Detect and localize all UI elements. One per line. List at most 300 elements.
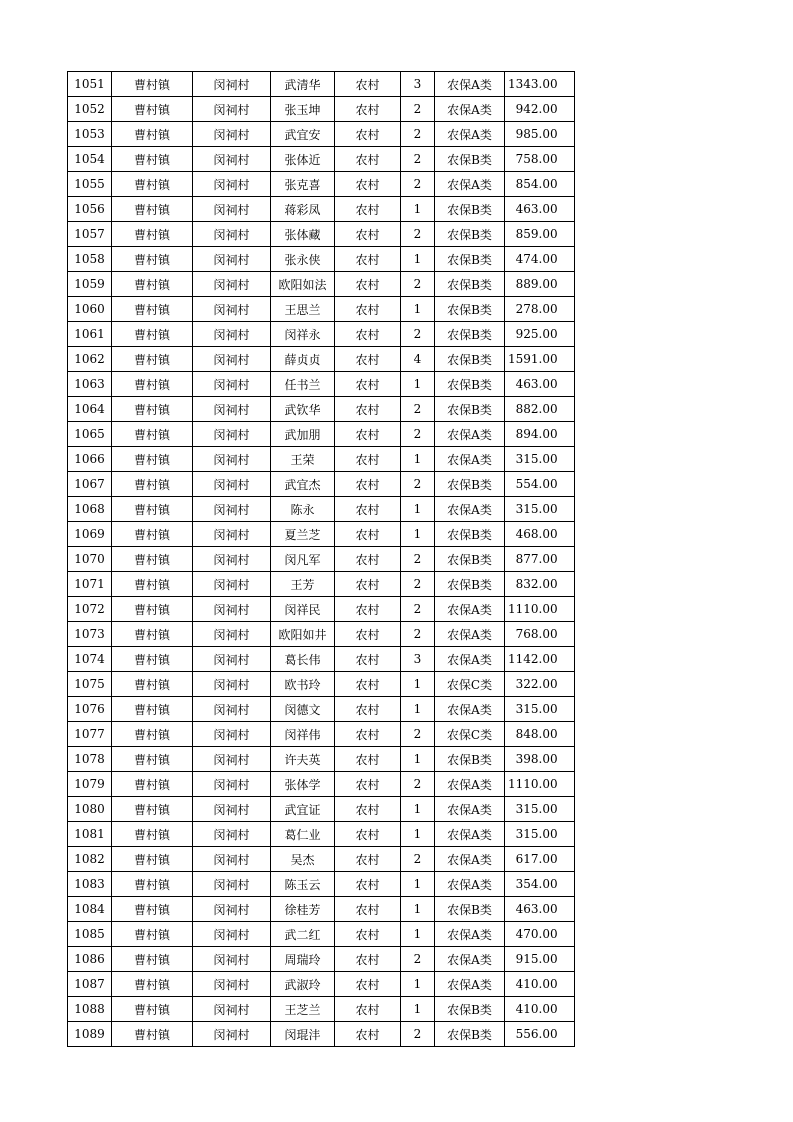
category-cell: 农保A类 — [435, 72, 505, 97]
category-cell: 农保B类 — [435, 372, 505, 397]
town-cell: 曹村镇 — [112, 622, 193, 647]
name-cell: 徐桂芳 — [271, 897, 335, 922]
table-row — [68, 722, 575, 747]
name-cell: 夏兰芝 — [271, 522, 335, 547]
town-cell: 曹村镇 — [112, 572, 193, 597]
table-row — [68, 272, 575, 297]
count-cell: 1 — [401, 197, 435, 222]
type-cell: 农村 — [335, 72, 401, 97]
count-cell: 2 — [401, 172, 435, 197]
table-row — [68, 597, 575, 622]
village-cell: 闵祠村 — [193, 422, 271, 447]
name-cell: 张体学 — [271, 772, 335, 797]
row-number: 1068 — [68, 497, 112, 522]
name-cell: 葛仁业 — [271, 822, 335, 847]
amount-cell: 315.00 — [505, 822, 575, 847]
amount-cell: 1142.00 — [505, 647, 575, 672]
count-cell: 2 — [401, 772, 435, 797]
row-number: 1058 — [68, 247, 112, 272]
town-cell: 曹村镇 — [112, 72, 193, 97]
name-cell: 陈永 — [271, 497, 335, 522]
type-cell: 农村 — [335, 622, 401, 647]
amount-cell: 768.00 — [505, 622, 575, 647]
town-cell: 曹村镇 — [112, 972, 193, 997]
amount-cell: 617.00 — [505, 847, 575, 872]
table-row — [68, 772, 575, 797]
row-number: 1054 — [68, 147, 112, 172]
name-cell: 任书兰 — [271, 372, 335, 397]
category-cell: 农保A类 — [435, 122, 505, 147]
amount-cell: 859.00 — [505, 222, 575, 247]
row-number: 1052 — [68, 97, 112, 122]
type-cell: 农村 — [335, 972, 401, 997]
category-cell: 农保B类 — [435, 572, 505, 597]
category-cell: 农保A类 — [435, 597, 505, 622]
name-cell: 闵琨沣 — [271, 1022, 335, 1047]
count-cell: 4 — [401, 347, 435, 372]
count-cell: 2 — [401, 272, 435, 297]
count-cell: 1 — [401, 872, 435, 897]
type-cell: 农村 — [335, 422, 401, 447]
name-cell: 武清华 — [271, 72, 335, 97]
category-cell: 农保A类 — [435, 772, 505, 797]
category-cell: 农保A类 — [435, 622, 505, 647]
category-cell: 农保A类 — [435, 947, 505, 972]
town-cell: 曹村镇 — [112, 922, 193, 947]
village-cell: 闵祠村 — [193, 922, 271, 947]
table-row — [68, 997, 575, 1022]
table-row — [68, 922, 575, 947]
town-cell: 曹村镇 — [112, 472, 193, 497]
count-cell: 2 — [401, 597, 435, 622]
category-cell: 农保A类 — [435, 647, 505, 672]
amount-cell: 877.00 — [505, 547, 575, 572]
type-cell: 农村 — [335, 947, 401, 972]
count-cell: 3 — [401, 647, 435, 672]
village-cell: 闵祠村 — [193, 1022, 271, 1047]
type-cell: 农村 — [335, 172, 401, 197]
table-row — [68, 822, 575, 847]
amount-cell: 556.00 — [505, 1022, 575, 1047]
table-row — [68, 497, 575, 522]
amount-cell: 354.00 — [505, 872, 575, 897]
town-cell: 曹村镇 — [112, 847, 193, 872]
count-cell: 3 — [401, 72, 435, 97]
village-cell: 闵祠村 — [193, 122, 271, 147]
name-cell: 张玉坤 — [271, 97, 335, 122]
type-cell: 农村 — [335, 372, 401, 397]
amount-cell: 1110.00 — [505, 772, 575, 797]
category-cell: 农保B类 — [435, 222, 505, 247]
table-row — [68, 622, 575, 647]
amount-cell: 848.00 — [505, 722, 575, 747]
village-cell: 闵祠村 — [193, 647, 271, 672]
table-row — [68, 147, 575, 172]
row-number: 1087 — [68, 972, 112, 997]
table-row — [68, 1022, 575, 1047]
amount-cell: 985.00 — [505, 122, 575, 147]
amount-cell: 882.00 — [505, 397, 575, 422]
name-cell: 武加朋 — [271, 422, 335, 447]
amount-cell: 398.00 — [505, 747, 575, 772]
amount-cell: 410.00 — [505, 972, 575, 997]
name-cell: 武宜杰 — [271, 472, 335, 497]
table-row — [68, 447, 575, 472]
village-cell: 闵祠村 — [193, 72, 271, 97]
name-cell: 欧阳如法 — [271, 272, 335, 297]
type-cell: 农村 — [335, 297, 401, 322]
category-cell: 农保B类 — [435, 347, 505, 372]
village-cell: 闵祠村 — [193, 822, 271, 847]
row-number: 1065 — [68, 422, 112, 447]
table-row — [68, 972, 575, 997]
name-cell: 葛长伟 — [271, 647, 335, 672]
table-row — [68, 297, 575, 322]
village-cell: 闵祠村 — [193, 972, 271, 997]
village-cell: 闵祠村 — [193, 547, 271, 572]
name-cell: 蒋彩凤 — [271, 197, 335, 222]
row-number: 1073 — [68, 622, 112, 647]
category-cell: 农保B类 — [435, 747, 505, 772]
table-row — [68, 872, 575, 897]
category-cell: 农保B类 — [435, 547, 505, 572]
town-cell: 曹村镇 — [112, 447, 193, 472]
name-cell: 武钦华 — [271, 397, 335, 422]
row-number: 1084 — [68, 897, 112, 922]
name-cell: 王芝兰 — [271, 997, 335, 1022]
amount-cell: 278.00 — [505, 297, 575, 322]
count-cell: 1 — [401, 372, 435, 397]
category-cell: 农保A类 — [435, 497, 505, 522]
amount-cell: 463.00 — [505, 897, 575, 922]
data-table — [67, 71, 575, 1047]
row-number: 1083 — [68, 872, 112, 897]
count-cell: 2 — [401, 122, 435, 147]
row-number: 1079 — [68, 772, 112, 797]
count-cell: 2 — [401, 397, 435, 422]
town-cell: 曹村镇 — [112, 222, 193, 247]
village-cell: 闵祠村 — [193, 597, 271, 622]
village-cell: 闵祠村 — [193, 772, 271, 797]
row-number: 1063 — [68, 372, 112, 397]
name-cell: 吴杰 — [271, 847, 335, 872]
town-cell: 曹村镇 — [112, 347, 193, 372]
type-cell: 农村 — [335, 822, 401, 847]
count-cell: 1 — [401, 297, 435, 322]
village-cell: 闵祠村 — [193, 747, 271, 772]
category-cell: 农保A类 — [435, 847, 505, 872]
type-cell: 农村 — [335, 672, 401, 697]
village-cell: 闵祠村 — [193, 472, 271, 497]
table-row — [68, 372, 575, 397]
village-cell: 闵祠村 — [193, 272, 271, 297]
type-cell: 农村 — [335, 147, 401, 172]
village-cell: 闵祠村 — [193, 572, 271, 597]
count-cell: 2 — [401, 222, 435, 247]
village-cell: 闵祠村 — [193, 697, 271, 722]
name-cell: 闵德文 — [271, 697, 335, 722]
category-cell: 农保A类 — [435, 97, 505, 122]
name-cell: 张克喜 — [271, 172, 335, 197]
row-number: 1066 — [68, 447, 112, 472]
row-number: 1060 — [68, 297, 112, 322]
name-cell: 欧书玲 — [271, 672, 335, 697]
row-number: 1057 — [68, 222, 112, 247]
town-cell: 曹村镇 — [112, 547, 193, 572]
village-cell: 闵祠村 — [193, 222, 271, 247]
name-cell: 许夫英 — [271, 747, 335, 772]
amount-cell: 832.00 — [505, 572, 575, 597]
town-cell: 曹村镇 — [112, 797, 193, 822]
town-cell: 曹村镇 — [112, 297, 193, 322]
table-row — [68, 672, 575, 697]
row-number: 1076 — [68, 697, 112, 722]
type-cell: 农村 — [335, 997, 401, 1022]
name-cell: 周瑞玲 — [271, 947, 335, 972]
category-cell: 农保A类 — [435, 872, 505, 897]
count-cell: 1 — [401, 497, 435, 522]
amount-cell: 315.00 — [505, 697, 575, 722]
table-row — [68, 797, 575, 822]
category-cell: 农保B类 — [435, 297, 505, 322]
row-number: 1081 — [68, 822, 112, 847]
town-cell: 曹村镇 — [112, 872, 193, 897]
type-cell: 农村 — [335, 322, 401, 347]
type-cell: 农村 — [335, 97, 401, 122]
row-number: 1078 — [68, 747, 112, 772]
type-cell: 农村 — [335, 1022, 401, 1047]
town-cell: 曹村镇 — [112, 522, 193, 547]
type-cell: 农村 — [335, 572, 401, 597]
count-cell: 2 — [401, 947, 435, 972]
table-row — [68, 547, 575, 572]
category-cell: 农保B类 — [435, 147, 505, 172]
village-cell: 闵祠村 — [193, 97, 271, 122]
village-cell: 闵祠村 — [193, 372, 271, 397]
type-cell: 农村 — [335, 772, 401, 797]
town-cell: 曹村镇 — [112, 772, 193, 797]
type-cell: 农村 — [335, 847, 401, 872]
category-cell: 农保C类 — [435, 722, 505, 747]
row-number: 1053 — [68, 122, 112, 147]
name-cell: 武宜证 — [271, 797, 335, 822]
category-cell: 农保B类 — [435, 322, 505, 347]
amount-cell: 315.00 — [505, 797, 575, 822]
table-row — [68, 947, 575, 972]
village-cell: 闵祠村 — [193, 197, 271, 222]
count-cell: 1 — [401, 522, 435, 547]
count-cell: 2 — [401, 322, 435, 347]
type-cell: 农村 — [335, 697, 401, 722]
town-cell: 曹村镇 — [112, 897, 193, 922]
row-number: 1082 — [68, 847, 112, 872]
count-cell: 1 — [401, 697, 435, 722]
table-row — [68, 222, 575, 247]
count-cell: 2 — [401, 722, 435, 747]
town-cell: 曹村镇 — [112, 147, 193, 172]
town-cell: 曹村镇 — [112, 272, 193, 297]
table-row — [68, 347, 575, 372]
count-cell: 1 — [401, 997, 435, 1022]
category-cell: 农保C类 — [435, 672, 505, 697]
count-cell: 1 — [401, 672, 435, 697]
row-number: 1062 — [68, 347, 112, 372]
type-cell: 农村 — [335, 747, 401, 772]
table-row — [68, 72, 575, 97]
table-row — [68, 397, 575, 422]
count-cell: 1 — [401, 447, 435, 472]
town-cell: 曹村镇 — [112, 747, 193, 772]
village-cell: 闵祠村 — [193, 172, 271, 197]
row-number: 1071 — [68, 572, 112, 597]
amount-cell: 1591.00 — [505, 347, 575, 372]
row-number: 1074 — [68, 647, 112, 672]
name-cell: 闵祥民 — [271, 597, 335, 622]
village-cell: 闵祠村 — [193, 847, 271, 872]
town-cell: 曹村镇 — [112, 947, 193, 972]
table-row — [68, 647, 575, 672]
name-cell: 薛贞贞 — [271, 347, 335, 372]
name-cell: 武淑玲 — [271, 972, 335, 997]
name-cell: 陈玉云 — [271, 872, 335, 897]
type-cell: 农村 — [335, 647, 401, 672]
category-cell: 农保B类 — [435, 472, 505, 497]
table-row — [68, 322, 575, 347]
village-cell: 闵祠村 — [193, 722, 271, 747]
table-row — [68, 697, 575, 722]
count-cell: 1 — [401, 897, 435, 922]
row-number: 1085 — [68, 922, 112, 947]
amount-cell: 463.00 — [505, 197, 575, 222]
count-cell: 2 — [401, 847, 435, 872]
town-cell: 曹村镇 — [112, 322, 193, 347]
row-number: 1069 — [68, 522, 112, 547]
category-cell: 农保A类 — [435, 422, 505, 447]
category-cell: 农保B类 — [435, 522, 505, 547]
count-cell: 1 — [401, 822, 435, 847]
count-cell: 2 — [401, 422, 435, 447]
table-row — [68, 247, 575, 272]
name-cell: 欧阳如井 — [271, 622, 335, 647]
name-cell: 王荣 — [271, 447, 335, 472]
village-cell: 闵祠村 — [193, 947, 271, 972]
name-cell: 王芳 — [271, 572, 335, 597]
type-cell: 农村 — [335, 597, 401, 622]
village-cell: 闵祠村 — [193, 447, 271, 472]
type-cell: 农村 — [335, 797, 401, 822]
count-cell: 1 — [401, 972, 435, 997]
village-cell: 闵祠村 — [193, 522, 271, 547]
count-cell: 2 — [401, 1022, 435, 1047]
category-cell: 农保A类 — [435, 697, 505, 722]
village-cell: 闵祠村 — [193, 347, 271, 372]
amount-cell: 315.00 — [505, 497, 575, 522]
village-cell: 闵祠村 — [193, 147, 271, 172]
type-cell: 农村 — [335, 347, 401, 372]
table-row — [68, 572, 575, 597]
count-cell: 1 — [401, 747, 435, 772]
row-number: 1075 — [68, 672, 112, 697]
row-number: 1056 — [68, 197, 112, 222]
village-cell: 闵祠村 — [193, 397, 271, 422]
type-cell: 农村 — [335, 472, 401, 497]
category-cell: 农保B类 — [435, 247, 505, 272]
row-number: 1067 — [68, 472, 112, 497]
amount-cell: 474.00 — [505, 247, 575, 272]
table-row — [68, 897, 575, 922]
count-cell: 2 — [401, 547, 435, 572]
row-number: 1070 — [68, 547, 112, 572]
town-cell: 曹村镇 — [112, 197, 193, 222]
row-number: 1059 — [68, 272, 112, 297]
count-cell: 1 — [401, 247, 435, 272]
row-number: 1077 — [68, 722, 112, 747]
table-body — [68, 72, 575, 1047]
name-cell: 张体近 — [271, 147, 335, 172]
village-cell: 闵祠村 — [193, 622, 271, 647]
amount-cell: 315.00 — [505, 447, 575, 472]
row-number: 1061 — [68, 322, 112, 347]
row-number: 1051 — [68, 72, 112, 97]
village-cell: 闵祠村 — [193, 997, 271, 1022]
type-cell: 农村 — [335, 397, 401, 422]
name-cell: 闵凡军 — [271, 547, 335, 572]
name-cell: 闵祥永 — [271, 322, 335, 347]
type-cell: 农村 — [335, 197, 401, 222]
category-cell: 农保B类 — [435, 997, 505, 1022]
table-row — [68, 847, 575, 872]
amount-cell: 1343.00 — [505, 72, 575, 97]
amount-cell: 468.00 — [505, 522, 575, 547]
count-cell: 1 — [401, 797, 435, 822]
row-number: 1089 — [68, 1022, 112, 1047]
type-cell: 农村 — [335, 447, 401, 472]
town-cell: 曹村镇 — [112, 697, 193, 722]
town-cell: 曹村镇 — [112, 247, 193, 272]
amount-cell: 942.00 — [505, 97, 575, 122]
amount-cell: 925.00 — [505, 322, 575, 347]
name-cell: 张体藏 — [271, 222, 335, 247]
amount-cell: 410.00 — [505, 997, 575, 1022]
count-cell: 2 — [401, 572, 435, 597]
count-cell: 2 — [401, 97, 435, 122]
type-cell: 农村 — [335, 547, 401, 572]
town-cell: 曹村镇 — [112, 722, 193, 747]
category-cell: 农保B类 — [435, 272, 505, 297]
count-cell: 2 — [401, 147, 435, 172]
town-cell: 曹村镇 — [112, 122, 193, 147]
name-cell: 武宜安 — [271, 122, 335, 147]
amount-cell: 894.00 — [505, 422, 575, 447]
category-cell: 农保A类 — [435, 797, 505, 822]
town-cell: 曹村镇 — [112, 672, 193, 697]
town-cell: 曹村镇 — [112, 97, 193, 122]
category-cell: 农保A类 — [435, 447, 505, 472]
type-cell: 农村 — [335, 872, 401, 897]
town-cell: 曹村镇 — [112, 1022, 193, 1047]
table-row — [68, 522, 575, 547]
town-cell: 曹村镇 — [112, 497, 193, 522]
village-cell: 闵祠村 — [193, 322, 271, 347]
row-number: 1064 — [68, 397, 112, 422]
type-cell: 农村 — [335, 897, 401, 922]
name-cell: 王思兰 — [271, 297, 335, 322]
type-cell: 农村 — [335, 247, 401, 272]
type-cell: 农村 — [335, 272, 401, 297]
village-cell: 闵祠村 — [193, 672, 271, 697]
village-cell: 闵祠村 — [193, 797, 271, 822]
type-cell: 农村 — [335, 122, 401, 147]
